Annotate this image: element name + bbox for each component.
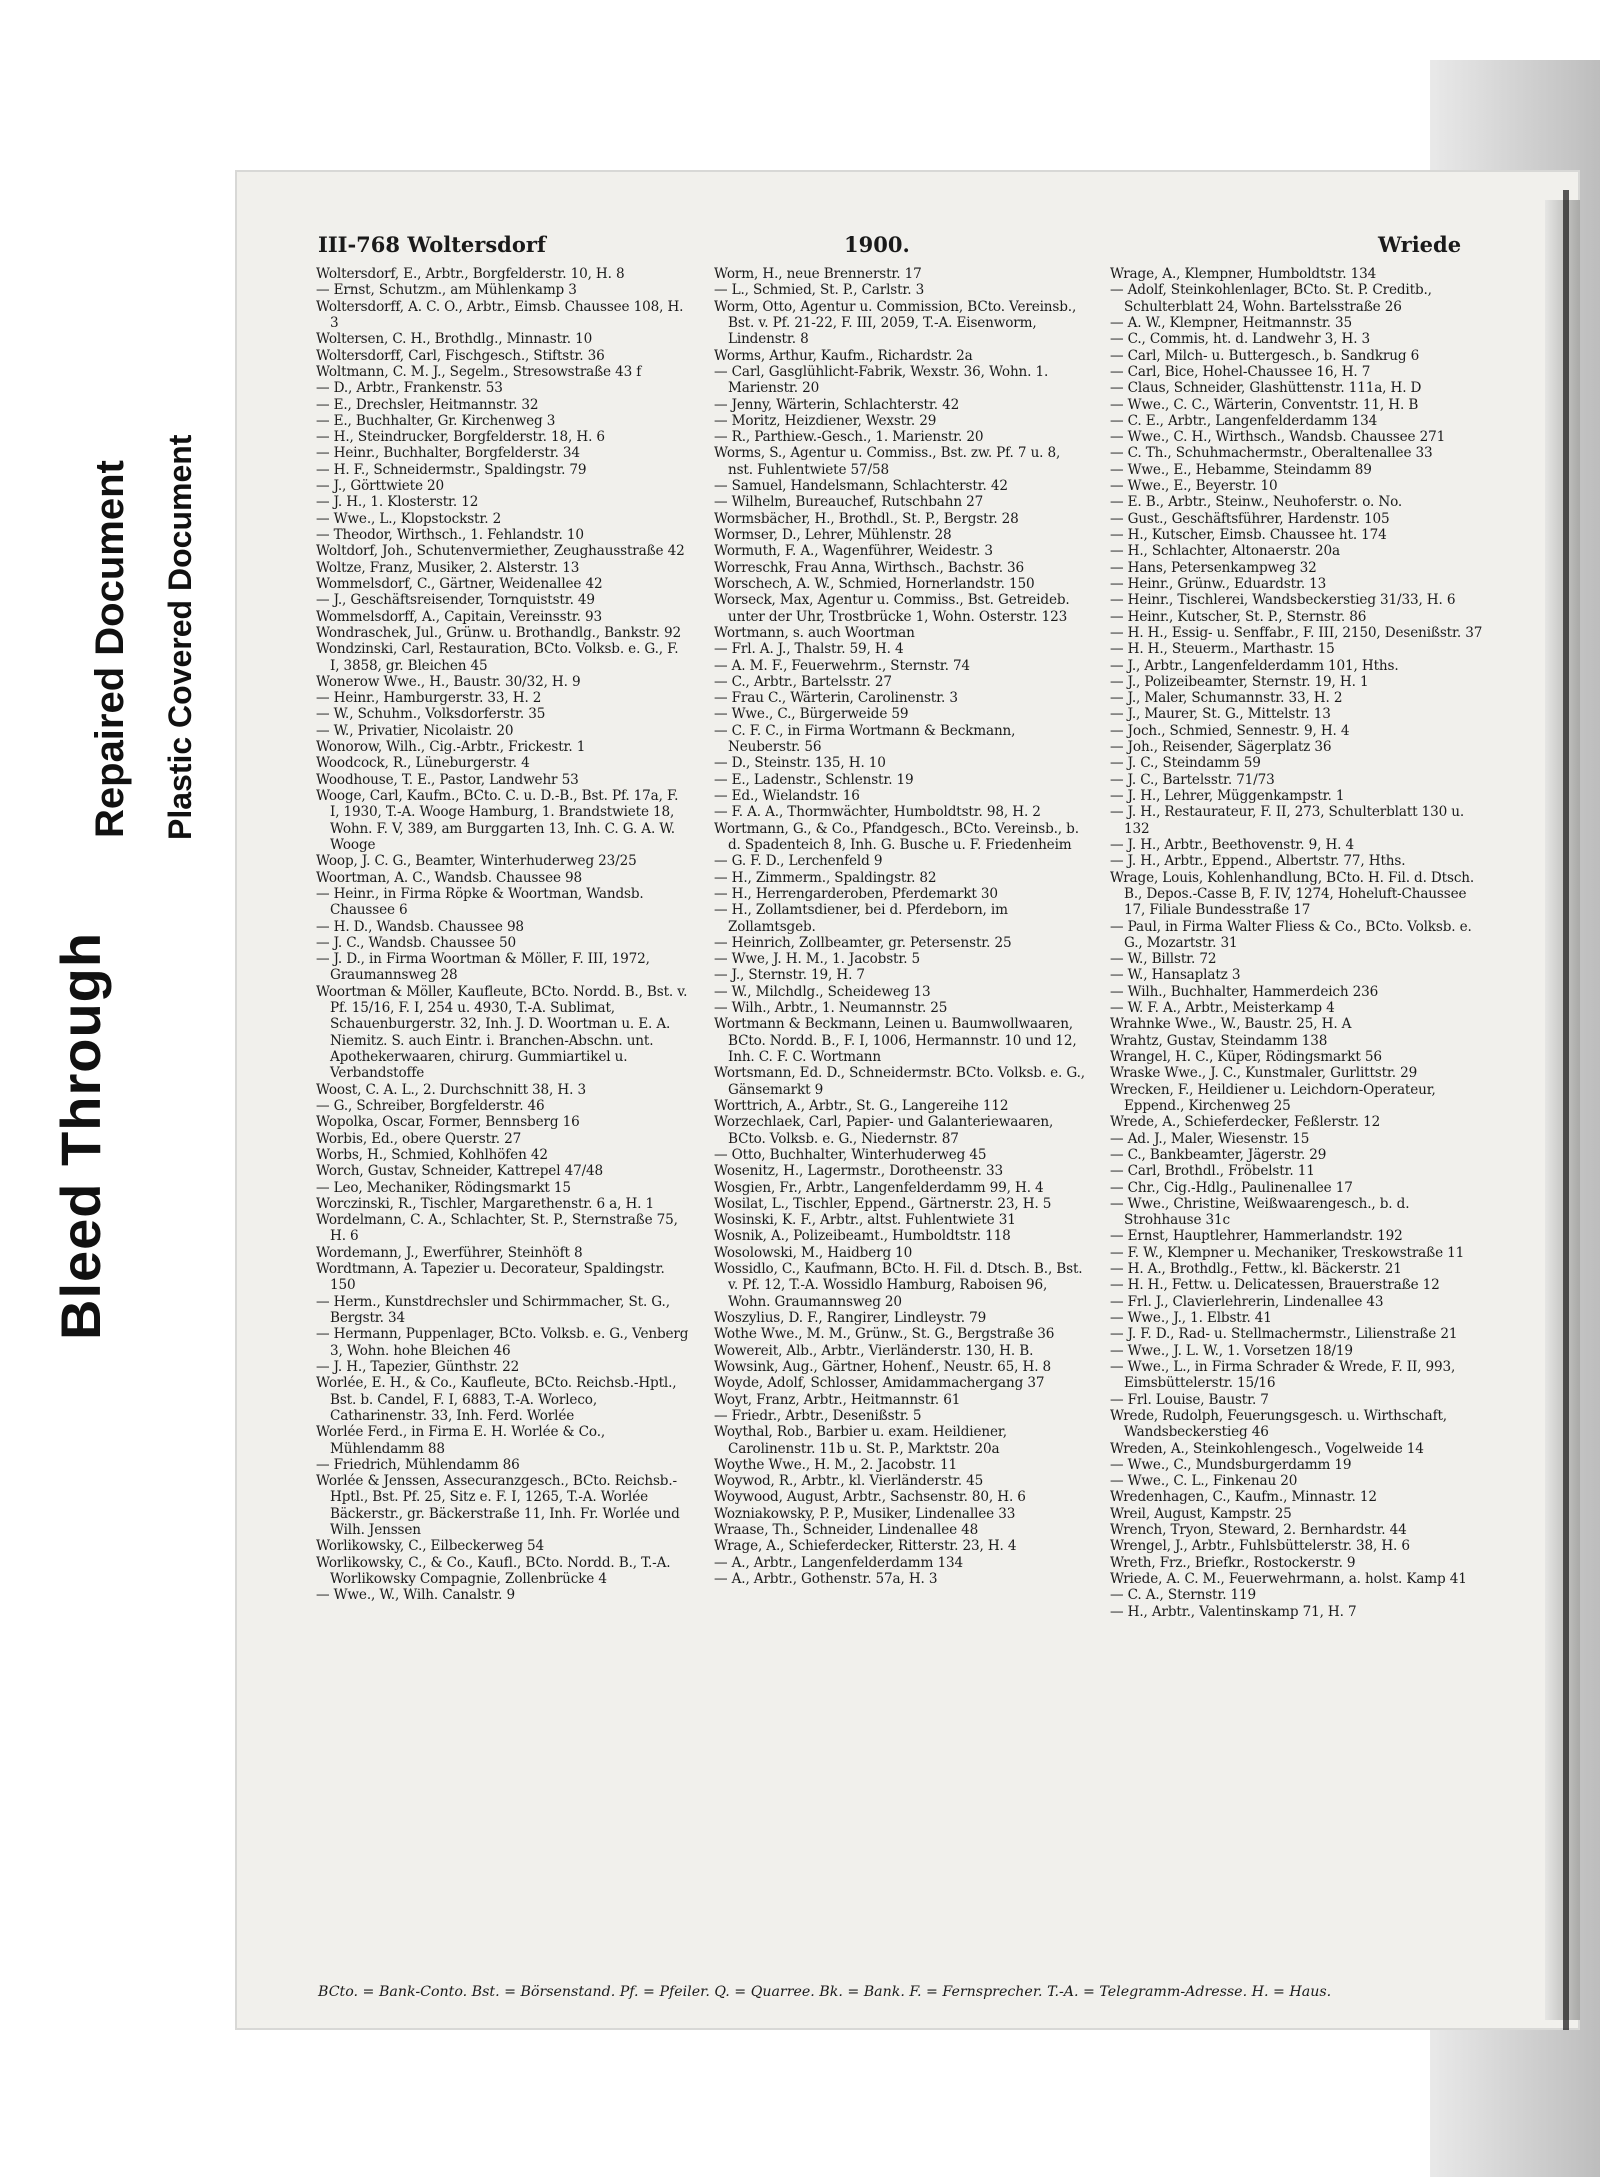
directory-entry: — Heinr., in Firma Röpke & Woortman, Wandsb. Chaussee 6 (316, 885, 644, 919)
directory-entry: Wortsmann, Ed. D., Schneidermstr. BCto. Volksb. e. G., Gänsemarkt 9 (714, 1065, 1085, 1098)
directory-entry: Wormsbächer, H., Brothdl., St. P., Bergstr. 28 (714, 510, 1019, 527)
directory-entry: — H., Zollamtsdiener, bei d. Pferdeborn, im Zollamtsgeb. (714, 902, 1008, 935)
directory-entry: — Paul, in Firma Walter Fliess & Co., BCto. Volksb. e. G., Mozartstr. 31 (1110, 918, 1472, 951)
directory-entry: — Friedrich, Mühlendamm 86 (316, 1456, 520, 1473)
directory-entry: — C., Bankbeamter, Jägerstr. 29 (1110, 1146, 1327, 1163)
directory-entry: — Wwe., W., Wilh. Canalstr. 9 (316, 1587, 516, 1604)
directory-entry: — F. W., Klempner u. Mechaniker, Treskowstraße 11 (1110, 1244, 1465, 1261)
directory-entry: — Wilhelm, Bureauchef, Rutschbahn 27 (714, 494, 984, 511)
directory-entry: — Jenny, Wärterin, Schlachterstr. 42 (714, 396, 960, 413)
directory-entry: — Heinr., Grünw., Eduardstr. 13 (1110, 575, 1327, 592)
directory-entry: Worlikowsky, C., Eilbeckerweg 54 (316, 1538, 545, 1555)
directory-entry: Worm, H., neue Brennerstr. 17 (714, 266, 922, 282)
directory-entry: Wriede, A. C. M., Feuerwehrmann, a. holst. Kamp 41 (1110, 1571, 1467, 1587)
directory-entry: Wreil, August, Kampstr. 25 (1110, 1505, 1292, 1522)
directory-entry: — J., Sternstr. 19, H. 7 (714, 967, 865, 984)
directory-entry: — J. H., Tapezier, Günthstr. 22 (316, 1358, 520, 1375)
directory-entry: — J. H., 1. Klosterstr. 12 (316, 494, 479, 511)
directory-entry: — Hans, Petersenkampweg 32 (1110, 559, 1317, 576)
directory-entry: — J. C., Wandsb. Chaussee 50 (316, 934, 516, 951)
directory-entry: — Carl, Bice, Hohel-Chaussee 16, H. 7 (1110, 363, 1371, 380)
directory-entry: — Ernst, Schutzm., am Mühlenkamp 3 (316, 282, 577, 299)
directory-entry: — Heinr., Buchhalter, Borgfelderstr. 34 (316, 445, 580, 462)
directory-entry: Worlikowsky, C., & Co., Kaufl., BCto. Nordd. B., T.-A. Worlikowsky Compagnie, Zollenbrücke 4 (316, 1554, 671, 1587)
directory-entry: Wosgien, Fr., Arbtr., Langenfelderdamm 99, H. 4 (714, 1179, 1044, 1196)
header-year: 1900. (844, 232, 910, 257)
directory-entry: Wordtmann, A. Tapezier u. Decorateur, Spaldingstr. 150 (316, 1261, 665, 1294)
directory-entry: — W., Schuhm., Volksdorferstr. 35 (316, 706, 546, 723)
directory-entry: — A. W., Klempner, Heitmannstr. 35 (1110, 314, 1353, 331)
directory-entry: — Carl, Brothdl., Fröbelstr. 11 (1110, 1163, 1315, 1180)
directory-entry: — Wwe., L., Klopstockstr. 2 (316, 510, 502, 527)
directory-entry: Wonerow Wwe., H., Baustr. 30/32, H. 9 (316, 673, 581, 690)
directory-entry: — Wwe., J. L. W., 1. Vorsetzen 18/19 (1110, 1342, 1353, 1359)
directory-entry: — R., Parthiew.-Gesch., 1. Marienstr. 20 (714, 429, 984, 446)
directory-entry: — Joh., Reisender, Sägerplatz 36 (1110, 739, 1332, 756)
directory-entry: Wrage, A., Klempner, Humboldtstr. 134 (1110, 266, 1377, 282)
directory-entry: Wopolka, Oscar, Former, Bennsberg 16 (316, 1114, 580, 1131)
directory-entry: — W., Privatier, Nicolaistr. 20 (316, 722, 514, 739)
directory-entry: Wrengel, J., Arbtr., Fuhlsbüttelerstr. 38, H. 6 (1110, 1538, 1410, 1555)
directory-entry: Woythal, Rob., Barbier u. exam. Heildiener, Carolinenstr. 11b u. St. P., Marktstr. 20a (714, 1424, 1007, 1457)
directory-entry: — J., Geschäftsreisender, Tornquiststr. 49 (316, 592, 595, 609)
directory-entry: Wraase, Th., Schneider, Lindenallee 48 (714, 1522, 979, 1539)
directory-entry: — E., Ladenstr., Schlenstr. 19 (714, 771, 914, 788)
directory-entry: — Hermann, Puppenlager, BCto. Volksb. e. G., Venberg 3, Wohn. hohe Bleichen 46 (316, 1326, 689, 1359)
directory-entry: — Wwe., Christine, Weißwaarengesch., b. d. Strohhause 31c (1110, 1195, 1410, 1229)
directory-entry: — H. H., Steuerm., Marthastr. 15 (1110, 641, 1335, 658)
directory-entry: — G. F. D., Lerchenfeld 9 (714, 853, 883, 870)
directory-entry: Woszylius, D. F., Rangirer, Lindleystr. 79 (714, 1310, 987, 1326)
directory-entry: — W. F. A., Arbtr., Meisterkamp 4 (1110, 1000, 1335, 1017)
directory-entry: — Carl, Milch- u. Buttergesch., b. Sandkrug 6 (1110, 347, 1420, 364)
directory-entry: Wrage, A., Schieferdecker, Ritterstr. 23, H. 4 (714, 1538, 1017, 1555)
directory-entry: — Wwe., C., Bürgerweide 59 (714, 706, 909, 723)
directory-entry: — Heinr., Hamburgerstr. 33, H. 2 (316, 690, 542, 707)
directory-entry: — J., Arbtr., Langenfelderdamm 101, Hths. (1110, 657, 1399, 674)
directory-entry: Wonorow, Wilh., Cig.-Arbtr., Frickestr. 1 (316, 739, 586, 756)
directory-entry: — Wwe., C. H., Wirthsch., Wandsb. Chaussee 271 (1110, 429, 1446, 446)
directory-entry: Wommelsdorf, C., Gärtner, Weidenallee 42 (316, 575, 603, 592)
directory-entry: Woywood, August, Arbtr., Sachsenstr. 80, H. 6 (714, 1489, 1026, 1506)
directory-entry: — J., Maler, Schumannstr. 33, H. 2 (1110, 690, 1343, 707)
directory-entry: Woltersdorff, Carl, Fischgesch., Stiftstr. 36 (316, 347, 605, 364)
directory-entry: — J. F. D., Rad- u. Stellmachermstr., Lilienstraße 21 (1110, 1326, 1458, 1343)
directory-entry: Wormser, D., Lehrer, Mühlenstr. 28 (714, 527, 952, 543)
directory-entry: — J. C., Steindamm 59 (1110, 755, 1261, 772)
directory-entry: — J., Polizeibeamter, Sternstr. 19, H. 1 (1110, 673, 1369, 690)
directory-entry: — Wwe., L., in Firma Schrader & Wrede, F. II, 993, Eimsbüttelerstr. 15/16 (1110, 1358, 1456, 1392)
directory-entry: Woyt, Franz, Arbtr., Heitmannstr. 61 (714, 1391, 961, 1408)
directory-entry: — H. H., Fettw. u. Delicatessen, Brauerstraße 12 (1110, 1277, 1440, 1294)
directory-entry: — C. Th., Schuhmachermstr., Oberaltenallee 33 (1110, 445, 1433, 462)
directory-entry: — C., Commis, ht. d. Landwehr 3, H. 3 (1110, 331, 1371, 348)
directory-entry: — Wilh., Buchhalter, Hammerdeich 236 (1110, 983, 1379, 1000)
directory-entry: — C. F. C., in Firma Wortmann & Beckmann, Neuberstr. 56 (714, 722, 1016, 756)
directory-entry: Worms, S., Agentur u. Commiss., Bst. zw. Pf. 7 u. 8, nst. Fuhlentwiete 57/58 (714, 445, 1061, 478)
directory-entry: — Wwe., C. L., Finkenau 20 (1110, 1473, 1298, 1490)
directory-entry: — G., Schreiber, Borgfelderstr. 46 (316, 1097, 545, 1114)
directory-entry: Wreden, A., Steinkohlengesch., Vogelweide 14 (1110, 1440, 1424, 1457)
directory-entry: — J. H., Restaurateur, F. II, 273, Schulterblatt 130 u. 132 (1110, 804, 1465, 837)
directory-entry: Worlée, E. H., & Co., Kaufleute, BCto. Reichsb.-Hptl., Bst. b. Candel, F. I, 6883, T.-A. Worleco, Catharinenstr. 33, Inh. Ferd. Worlée (316, 1375, 677, 1424)
directory-entry: — Ernst, Hauptlehrer, Hammerlandstr. 192 (1110, 1228, 1403, 1245)
directory-entry: — H. D., Wandsb. Chaussee 98 (316, 918, 524, 935)
directory-entry: — C., Arbtr., Bartelsstr. 27 (714, 673, 892, 690)
directory-entry: — H., Zimmerm., Spaldingstr. 82 (714, 869, 937, 886)
directory-entry: — Gust., Geschäftsführer, Hardenstr. 105 (1110, 510, 1390, 527)
directory-entry: Wortmann, s. auch Woortman (714, 624, 915, 641)
directory-entry: — H., Kutscher, Eimsb. Chaussee ht. 174 (1110, 527, 1387, 543)
directory-entry: Woltdorf, Joh., Schutenvermiether, Zeughausstraße 42 (316, 543, 685, 560)
directory-entry: — Heinr., Tischlerei, Wandsbeckerstieg 31/33, H. 6 (1110, 592, 1456, 609)
directory-entry: Woodcock, R., Lüneburgerstr. 4 (316, 755, 530, 772)
directory-entry: — Herm., Kunstdrechsler und Schirmmacher, St. G., Bergstr. 34 (316, 1293, 670, 1326)
directory-entry: — D., Steinstr. 135, H. 10 (714, 755, 886, 772)
directory-entry: — Moritz, Heizdiener, Wexstr. 29 (714, 412, 937, 429)
directory-entry: Wrench, Tryon, Steward, 2. Bernhardstr. 44 (1110, 1522, 1407, 1539)
directory-entry: Worttrich, A., Arbtr., St. G., Langereihe 112 (714, 1097, 1009, 1114)
directory-entry: — J., Görttwiete 20 (316, 478, 445, 495)
directory-entry: — D., Arbtr., Frankenstr. 53 (316, 380, 503, 397)
plastic-covered-label: Plastic Covered Document (162, 434, 198, 840)
directory-entry: Wondraschek, Jul., Grünw. u. Brothandlg., Bankstr. 92 (316, 624, 681, 641)
bleed-through-label: Bleed Through (49, 931, 112, 1340)
directory-entry: — A., Arbtr., Langenfelderdamm 134 (714, 1554, 963, 1571)
directory-entry: — Otto, Buchhalter, Winterhuderweg 45 (714, 1146, 987, 1163)
directory-entry: Wozniakowsky, P. P., Musiker, Lindenallee 33 (714, 1505, 1016, 1522)
directory-entry: Wooge, Carl, Kaufm., BCto. C. u. D.-B., Bst. Pf. 17a, F. I, 1930, T.-A. Wooge Hamburg, 1. Brandstwiete 18, Wohn. F. V, 389, am Burggarten 13, Inh. C. G. A. W. Wooge (316, 788, 679, 853)
directory-entry: — C. A., Sternstr. 119 (1110, 1587, 1257, 1604)
header-right: Wriede (1378, 232, 1462, 257)
directory-entry: Wrage, Louis, Kohlenhandlung, BCto. H. Fil. d. Dtsch. B., Depos.-Casse B, F. IV, 1274, Hoheluft-Chaussee 17, Filiale Bundesstraße 17 (1110, 869, 1475, 919)
directory-entry: Woop, J. C. G., Beamter, Winterhuderweg 23/25 (316, 853, 637, 870)
directory-entry: Worreschk, Frau Anna, Wirthsch., Bachstr. 36 (714, 559, 1025, 576)
directory-entry: Wossidlo, C., Kaufmann, BCto. H. Fil. d. Dtsch. B., Bst. v. Pf. 12, T.-A. Wossidlo Hamburg, Raboisen 96, Wohn. Graumannsweg 20 (714, 1261, 1083, 1310)
directory-entry: — J., Maurer, St. G., Mittelstr. 13 (1110, 706, 1331, 723)
directory-entry: — H., Steindrucker, Borgfelderstr. 18, H. 6 (316, 429, 605, 446)
directory-entry: Wormuth, F. A., Wagenführer, Weidestr. 3 (714, 543, 993, 560)
directory-entry: Wraske Wwe., J. C., Kunstmaler, Gurlittstr. 29 (1110, 1065, 1418, 1082)
directory-entry: Worschech, A. W., Schmied, Hornerlandstr. 150 (714, 575, 1035, 592)
directory-entry: — Frl. Louise, Baustr. 7 (1110, 1391, 1269, 1408)
directory-entry: — Claus, Schneider, Glashüttenstr. 111a, H. D (1110, 380, 1422, 397)
directory-entry: Wredenhagen, C., Kaufm., Minnastr. 12 (1110, 1489, 1377, 1506)
directory-entry: Worlée & Jenssen, Assecuranzgesch., BCto. Reichsb.-Hptl., Bst. Pf. 25, Sitz e. F. I, 1265, T.-A. Worlée Bäckerstr., gr. Bäckerstraße 11, Inh. Fr. Worlée und Wilh. Jenssen (316, 1473, 680, 1539)
directory-entry: Wowsink, Aug., Gärtner, Hohenf., Neustr. 65, H. 8 (714, 1358, 1052, 1375)
abbreviation-legend: BCto. = Bank-Conto. Bst. = Börsenstand. Pf. = Pfeiler. Q. = Quarree. Bk. = Bank. F. = Fernsprecher. T.-A. = Telegramm-Adresse. H. = Haus. (318, 1984, 1332, 2000)
directory-entry: — Frl. J., Clavierlehrerin, Lindenallee 43 (1110, 1293, 1384, 1310)
directory-entry: — J. C., Bartelsstr. 71/73 (1110, 771, 1275, 788)
directory-entry: Wosilat, L., Tischler, Eppend., Gärtnerstr. 23, H. 5 (714, 1195, 1052, 1212)
directory-entry: Worms, Arthur, Kaufm., Richardstr. 2a (714, 347, 973, 364)
directory-entry: Woortman & Möller, Kaufleute, BCto. Nordd. B., Bst. v. Pf. 15/16, F. I, 254 u. 4930, T.-A. Sublimat, Schauenburgerstr. 32, Inh. J. D. Woortman u. E. A. Niemitz. S. auch Eintr. i. Branchen-Abschn. unt. Apothekerwaaren, chirurg. Gummiartikel u. Verbandstoffe (316, 983, 688, 1082)
directory-entry: Woortman, A. C., Wandsb. Chaussee 98 (316, 869, 583, 886)
directory-entry: Worm, Otto, Agentur u. Commission, BCto. Vereinsb., Bst. v. Pf. 21-22, F. III, 2059, T.-A. Eisenworm, Lindenstr. 8 (714, 298, 1077, 348)
directory-entry: — Wwe., J., 1. Elbstr. 41 (1110, 1310, 1272, 1326)
directory-entry: — H., Schlachter, Altonaerstr. 20a (1110, 543, 1340, 560)
directory-entry: Woythe Wwe., H. M., 2. Jacobstr. 11 (714, 1456, 957, 1473)
directory-entry: — H., Arbtr., Valentinskamp 71, H. 7 (1110, 1603, 1357, 1620)
directory-entry: — Frau C., Wärterin, Carolinenstr. 3 (714, 690, 958, 707)
directory-entry: Wrecken, F., Heildiener u. Leichdorn-Operateur, Eppend., Kirchenweg 25 (1110, 1081, 1436, 1114)
header-left: III-768 Woltersdorf (318, 232, 546, 257)
directory-entry: Woodhouse, T. E., Pastor, Landwehr 53 (316, 771, 579, 788)
directory-entry: Wortmann & Beckmann, Leinen u. Baumwollwaaren, BCto. Nordd. B., F. I, 1006, Hermannstr. 10 und 12, Inh. C. F. C. Wortmann (714, 1016, 1077, 1065)
directory-entry: — W., Milchdlg., Scheideweg 13 (714, 983, 931, 1000)
directory-entry: Woltersdorf, E., Arbtr., Borgfelderstr. 10, H. 8 (316, 266, 625, 282)
directory-entry: — H., Herrengarderoben, Pferdemarkt 30 (714, 885, 998, 902)
directory-entry: — Theodor, Wirthsch., 1. Fehlandstr. 10 (316, 527, 584, 543)
directory-column-3 (1110, 266, 1484, 1620)
directory-entry: Woltersen, C. H., Brothdlg., Minnastr. 10 (316, 331, 593, 348)
directory-entry: — H. A., Brothdlg., Fettw., kl. Bäckerstr. 21 (1110, 1261, 1402, 1278)
directory-entry: — E., Drechsler, Heitmannstr. 32 (316, 396, 539, 413)
directory-entry: Woost, C. A. L., 2. Durchschnitt 38, H. 3 (316, 1081, 586, 1098)
directory-entry: Worseck, Max, Agentur u. Commiss., Bst. Getreideb. unter der Uhr, Trostbrücke 1, Wohn. Osterstr. 123 (714, 592, 1070, 625)
directory-entry: — Wwe., C. C., Wärterin, Conventstr. 11, H. B (1110, 396, 1419, 413)
directory-entry: Wrahtz, Gustav, Steindamm 138 (1110, 1032, 1328, 1049)
directory-entry: — Wwe., E., Hebamme, Steindamm 89 (1110, 461, 1372, 478)
directory-entry: — A. M. F., Feuerwehrm., Sternstr. 74 (714, 657, 970, 674)
directory-entry: — Wwe., C., Mundsburgerdamm 19 (1110, 1456, 1352, 1473)
directory-entry: Wommelsdorff, A., Capitain, Vereinsstr. 93 (316, 608, 602, 625)
directory-entry: Woywod, R., Arbtr., kl. Vierländerstr. 45 (714, 1473, 984, 1490)
binding-line (1563, 190, 1569, 2030)
directory-entry: — F. A. A., Thormwächter, Humboldtstr. 98, H. 2 (714, 804, 1041, 821)
directory-entry: Worlée Ferd., in Firma E. H. Worlée & Co., Mühlendamm 88 (316, 1424, 606, 1457)
directory-entry: Woltze, Franz, Musiker, 2. Alsterstr. 13 (316, 559, 580, 576)
directory-entry: — Wwe., E., Beyerstr. 10 (1110, 478, 1278, 495)
page-header (318, 232, 1538, 262)
directory-entry: Worbis, Ed., obere Querstr. 27 (316, 1130, 522, 1147)
directory-entry: Wosenitz, H., Lagermstr., Dorotheenstr. 33 (714, 1163, 1004, 1180)
directory-entry: — Wilh., Arbtr., 1. Neumannstr. 25 (714, 1000, 948, 1017)
directory-entry: — W., Hansaplatz 3 (1110, 967, 1241, 984)
directory-entry: Worzechlaek, Carl, Papier- und Galanteriewaaren, BCto. Volksb. e. G., Niedernstr. 87 (714, 1114, 1054, 1147)
directory-entry: — Wwe, J. H. M., 1. Jacobstr. 5 (714, 951, 921, 968)
directory-entry: — Adolf, Steinkohlenlager, BCto. St. P. Creditb., Schulterblatt 24, Wohn. Bartelsstraße 26 (1110, 282, 1432, 315)
directory-entry: — H. H., Essig- u. Senffabr., F. III, 2150, Desenißstr. 37 (1110, 624, 1483, 641)
directory-entry: Wortmann, G., & Co., Pfandgesch., BCto. Vereinsb., b. d. Spadenteich 8, Inh. G. Busche u. F. Friedenheim (714, 820, 1079, 853)
directory-entry: Wrahnke Wwe., W., Baustr. 25, H. A (1110, 1016, 1352, 1033)
directory-entry: Woyde, Adolf, Schlosser, Amidammachergang 37 (714, 1375, 1045, 1392)
directory-entry: Worczinski, R., Tischler, Margarethenstr. 6 a, H. 1 (316, 1195, 654, 1212)
directory-entry: — E., Buchhalter, Gr. Kirchenweg 3 (316, 412, 556, 429)
directory-entry: — H. F., Schneidermstr., Spaldingstr. 79 (316, 461, 587, 478)
directory-entry: Wosolowski, M., Haidberg 10 (714, 1244, 913, 1261)
directory-entry: — Frl. A. J., Thalstr. 59, H. 4 (714, 641, 904, 658)
directory-entry: Wordelmann, C. A., Schlachter, St. P., Sternstraße 75, H. 6 (316, 1212, 678, 1245)
directory-entry: Woltmann, C. M. J., Segelm., Stresowstraße 43 f (316, 363, 642, 380)
directory-entry: Woltersdorff, A. C. O., Arbtr., Eimsb. Chaussee 108, H. 3 (316, 298, 684, 331)
directory-entry: Wordemann, J., Ewerführer, Steinhöft 8 (316, 1244, 583, 1261)
directory-entry: — Joch., Schmied, Sennestr. 9, H. 4 (1110, 722, 1350, 739)
directory-entry: — J. H., Arbtr., Eppend., Albertstr. 77, Hths. (1110, 853, 1406, 870)
directory-entry: — C. E., Arbtr., Langenfelderdamm 134 (1110, 412, 1378, 429)
directory-entry: — Chr., Cig.-Hdlg., Paulinenallee 17 (1110, 1179, 1353, 1196)
directory-entry: — Ed., Wielandstr. 16 (714, 788, 860, 804)
directory-entry: — J. D., in Firma Woortman & Möller, F. III, 1972, Graumannsweg 28 (316, 951, 650, 984)
directory-entry: Wowereit, Alb., Arbtr., Vierländerstr. 130, H. B. (714, 1342, 1034, 1359)
directory-column-1 (316, 266, 690, 1604)
directory-entry: — Heinr., Kutscher, St. P., Sternstr. 86 (1110, 608, 1367, 625)
directory-entry: — Heinrich, Zollbeamter, gr. Petersenstr. 25 (714, 934, 1012, 951)
directory-entry: — J. H., Arbtr., Beethovenstr. 9, H. 4 (1110, 836, 1354, 853)
directory-entry: — W., Billstr. 72 (1110, 951, 1217, 968)
directory-entry: Wosnik, A., Polizeibeamt., Humboldtstr. 118 (714, 1228, 1011, 1245)
directory-entry: Wreth, Frz., Briefkr., Rostockerstr. 9 (1110, 1554, 1356, 1571)
directory-entry: Wrede, A., Schieferdecker, Feßlerstr. 12 (1110, 1114, 1381, 1131)
directory-entry: Wrangel, H. C., Küper, Rödingsmarkt 56 (1110, 1049, 1382, 1065)
directory-entry: — J. H., Lehrer, Müggenkampstr. 1 (1110, 788, 1345, 804)
directory-entry: — Friedr., Arbtr., Desenißstr. 5 (714, 1407, 922, 1424)
directory-entry: — Samuel, Handelsmann, Schlachterstr. 42 (714, 478, 1008, 495)
repaired-document-label: Repaired Document (88, 460, 132, 838)
directory-entry: — Carl, Gasglühlicht-Fabrik, Wexstr. 36, Wohn. 1. Marienstr. 20 (714, 363, 1049, 397)
directory-entry: — E. B., Arbtr., Steinw., Neuhoferstr. o. No. (1110, 494, 1403, 511)
directory-entry: — Leo, Mechaniker, Rödingsmarkt 15 (316, 1179, 571, 1196)
directory-entry: — L., Schmied, St. P., Carlstr. 3 (714, 282, 925, 299)
directory-entry: — A., Arbtr., Gothenstr. 57a, H. 3 (714, 1571, 938, 1587)
directory-entry: Worch, Gustav, Schneider, Kattrepel 47/48 (316, 1163, 603, 1180)
directory-entry: Wrede, Rudolph, Feuerungsgesch. u. Wirthschaft, Wandsbeckerstieg 46 (1110, 1407, 1447, 1441)
directory-entry: Wondzinski, Carl, Restauration, BCto. Volksb. e. G., F. I, 3858, gr. Bleichen 45 (316, 641, 679, 674)
directory-entry: Wosinski, K. F., Arbtr., altst. Fuhlentwiete 31 (714, 1212, 1016, 1229)
directory-entry: — Ad. J., Maler, Wiesenstr. 15 (1110, 1130, 1310, 1147)
directory-entry: Wothe Wwe., M. M., Grünw., St. G., Bergstraße 36 (714, 1326, 1055, 1343)
directory-column-2 (714, 266, 1088, 1587)
directory-entry: Worbs, H., Schmied, Kohlhöfen 42 (316, 1146, 548, 1163)
